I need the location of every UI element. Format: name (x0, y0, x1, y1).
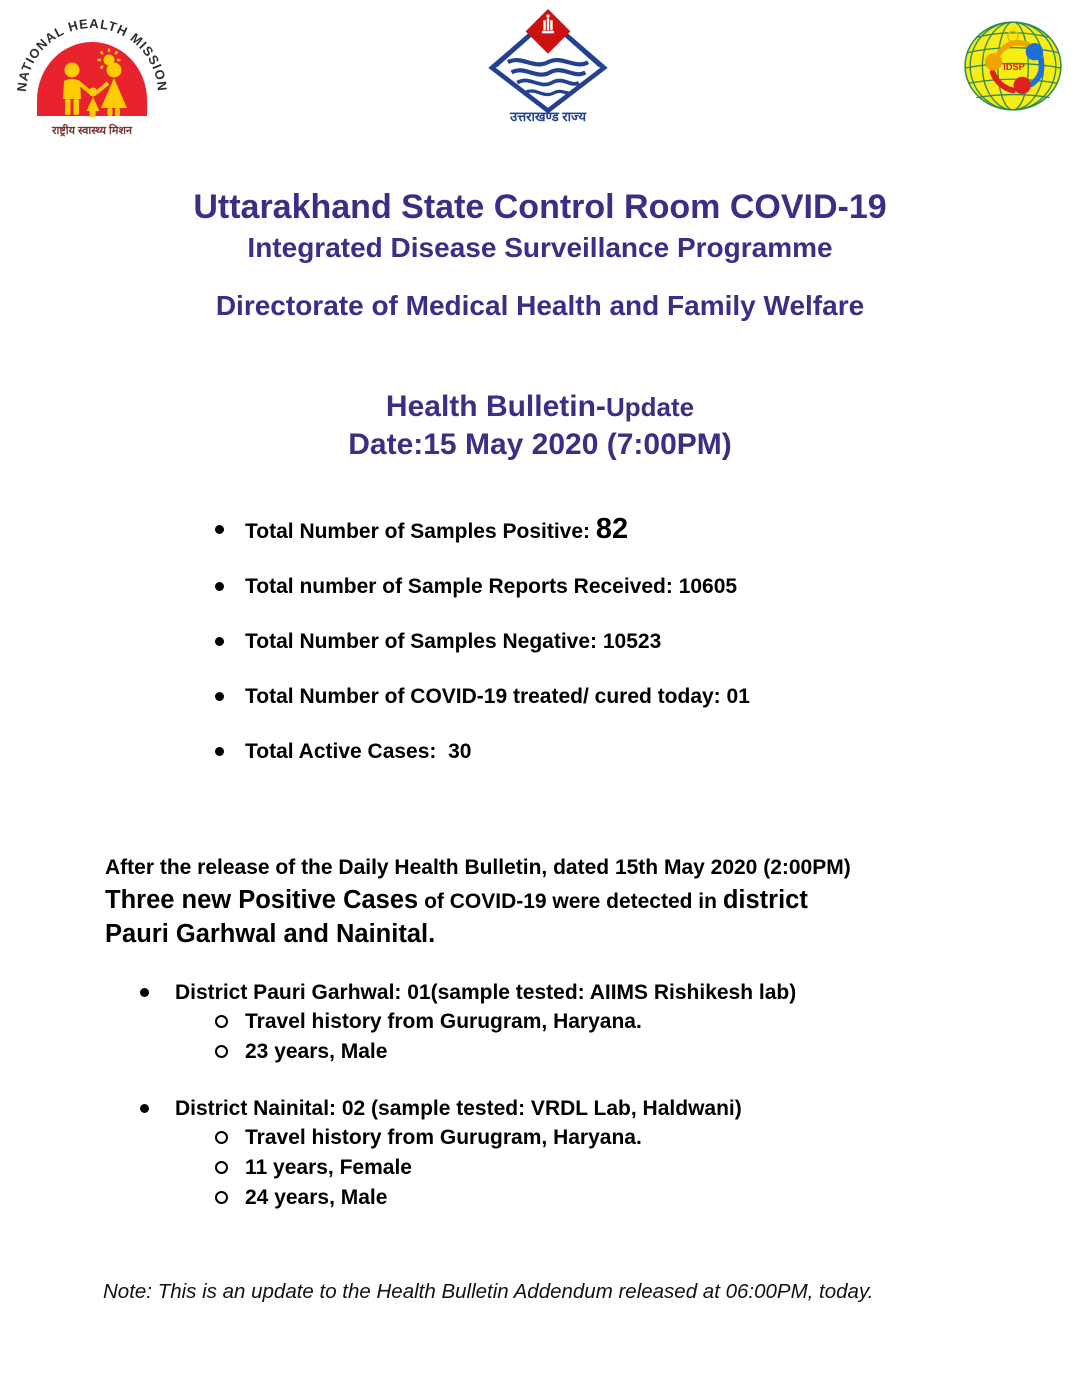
stat-value: 10523 (602, 630, 662, 653)
update-emphasis-district: district (722, 886, 808, 914)
stat-label: Total Number of Samples Positive: (245, 520, 596, 543)
bulletin-heading-block (0, 390, 1080, 462)
idsp-globe-logo (962, 14, 1064, 118)
stat-item-samples-negative (245, 629, 750, 654)
stat-value: 82 (595, 513, 629, 545)
stat-item-active-cases (245, 739, 750, 764)
stat-label: Total Active Cases: (245, 740, 449, 763)
case-detail-list (245, 1010, 1005, 1064)
idsp-orange-dot (985, 53, 1002, 70)
update-emphasis-district-names: Pauri Garhwal and Nainital. (105, 920, 436, 948)
bulletin-title-suffix: Update (605, 392, 695, 422)
district-item-nainital (175, 1096, 1005, 1210)
update-intro: After the release of the Daily Health Bulletin, dated 15th May 2020 (2:00PM) (105, 856, 851, 879)
idsp-red-dot (1014, 77, 1031, 94)
org-title: Uttarakhand State Control Room COVID-19 (193, 188, 887, 226)
nhm-arc-text: NATIONAL HEALTH MISSION (13, 15, 171, 93)
case-detail-item: 24 years, Male (245, 1186, 1005, 1210)
programme-subtitle: Integrated Disease Surveillance Programme (247, 232, 833, 263)
district-case-list (175, 980, 1005, 1242)
stat-label: Total Number of Samples Negative: (245, 630, 603, 653)
case-detail-item: 23 years, Male (245, 1040, 1005, 1064)
district-heading: District Nainital: 02 (sample tested: VRDL Lab, Haldwani) (175, 1096, 1005, 1121)
idsp-blue-dot (1026, 43, 1043, 60)
stat-item-samples-positive (245, 513, 750, 545)
nhm-caption: राष्ट्रीय स्वास्थ्य मिशन (51, 125, 133, 137)
directorate-subtitle: Directorate of Medical Health and Family Welfare (215, 290, 865, 321)
stat-label: Total number of Sample Reports Received: (245, 575, 679, 598)
stat-item-treated-cured (245, 684, 750, 709)
idsp-label: IDSP (1003, 62, 1025, 73)
district-item-pauri-garhwal (175, 980, 1005, 1064)
bulletin-date: Date:15 May 2020 (7:00PM) (348, 428, 732, 461)
footnote: Note: This is an update to the Health Bulletin Addendum released at 06:00PM, today. (103, 1280, 874, 1303)
district-heading: District Pauri Garhwal: 01(sample tested: AIIMS Rishikesh lab) (175, 980, 1005, 1005)
case-detail-item: Travel history from Gurugram, Haryana. (245, 1010, 1005, 1034)
case-detail-item: 11 years, Female (245, 1156, 1005, 1180)
stat-item-reports-received (245, 574, 750, 599)
stat-value: 10605 (678, 575, 738, 598)
update-middle: of COVID-19 were detected in (418, 890, 723, 913)
case-detail-item: Travel history from Gurugram, Haryana. (245, 1126, 1005, 1150)
update-paragraph (105, 852, 995, 952)
bulletin-title (0, 390, 1080, 424)
stat-value: 01 (726, 685, 750, 708)
covid-stats-list (245, 513, 750, 794)
bulletin-title-main: Health Bulletin- (385, 390, 606, 423)
update-emphasis-cases: Three new Positive Cases (105, 886, 419, 914)
stat-value: 30 (448, 740, 472, 763)
nhm-logo (12, 4, 172, 140)
case-detail-list (245, 1126, 1005, 1210)
stat-label: Total Number of COVID-19 treated/ cured today: (245, 685, 727, 708)
emblem-caption: उत्तराखण्ड राज्य (509, 109, 587, 124)
org-heading-block (0, 188, 1080, 322)
uttarakhand-state-emblem-logo (478, 2, 618, 128)
